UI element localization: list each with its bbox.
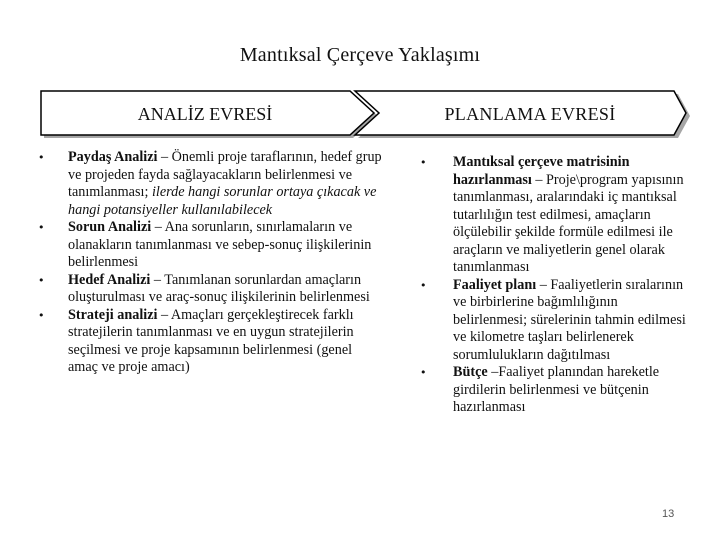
phase-arrows-graphic (40, 90, 690, 142)
analysis-item-objective (38, 272, 383, 307)
planning-term: Mantıksal çerçeve matrisinin hazırlanması (453, 154, 630, 188)
analysis-desc: – Önemli proje taraflarının, hedef grup ve projeden fayda sağlayacakların belirlenmesi ve tanımlanması; (68, 149, 382, 200)
analysis-term: Strateji analizi (68, 306, 158, 323)
analysis-item-stakeholder (38, 149, 383, 219)
bullet-marker: • (420, 278, 427, 292)
bullet-marker: • (420, 156, 427, 169)
phase-arrows (40, 90, 690, 142)
analysis-term: Hedef Analizi (68, 271, 151, 288)
analysis-desc: – Tanımlanan sorunlardan amaçların oluşturulması ve araç-sonuç ilişkilerinin belirlenmesi (68, 271, 370, 305)
planning-desc: – Proje\program yapısının tanımlanması, aralarındaki iç mantıksal tutarlılığın test edilmesi, amaçların ölçülebilir şekilde formüle edilmesi ile araçların ve maliyetlerin genel olarak tanımlanması (453, 171, 684, 275)
planning-desc: – Faaliyetlerin sıralarının ve birbirlerine bağımlılığının belirlenmesi; sürelerinin tahmin edilmesi ve kilometre taşları belirlenerek sorumlulukların dağıtılması (453, 276, 686, 363)
slide-title: Mantıksal Çerçeve Yaklaşımı (239, 44, 481, 66)
analysis-desc-italic: ilerde hangi sorunlar ortaya çıkacak ve hangi potansiyeller kullanılabilecek (68, 184, 377, 218)
bullet-marker: • (38, 308, 45, 322)
bullet-marker: • (420, 366, 427, 379)
planning-item-budget (420, 364, 695, 417)
analysis-item-problem (38, 219, 383, 272)
analysis-desc: – Ana sorunların, sınırlamaların ve olanakların tanımlanması ve sebep-sonuç ilişkilerinin belirlenmesi (68, 219, 372, 270)
planning-item-activity-plan (420, 277, 695, 365)
page-number: 13 (662, 508, 675, 520)
bullet-marker: • (38, 221, 45, 234)
analysis-term: Sorun Analizi (68, 219, 152, 235)
planning-desc: –Faaliyet planından hareketle girdilerin belirlenmesi ve bütçenin hazırlanması (453, 364, 660, 415)
analysis-list (38, 149, 383, 377)
analysis-item-strategy (38, 307, 383, 377)
analysis-term: Paydaş Analizi (68, 149, 158, 165)
bullet-marker: • (38, 151, 45, 164)
bullet-marker: • (38, 273, 45, 287)
analysis-desc: – Amaçları gerçekleştirecek farklı stratejilerin tanımlanması ve en uygun stratejilerin seçilmesi ve proje kapsamının belirlenmesi (genel amaç ve proje amacı) (68, 306, 354, 375)
planning-phase-label: PLANLAMA EVRESİ (444, 104, 616, 124)
planning-term: Faaliyet planı (453, 276, 537, 293)
analysis-phase-label: ANALİZ EVRESİ (137, 104, 273, 124)
planning-list (420, 154, 695, 417)
planning-item-logframe (420, 154, 695, 277)
planning-term: Bütçe (453, 364, 488, 380)
